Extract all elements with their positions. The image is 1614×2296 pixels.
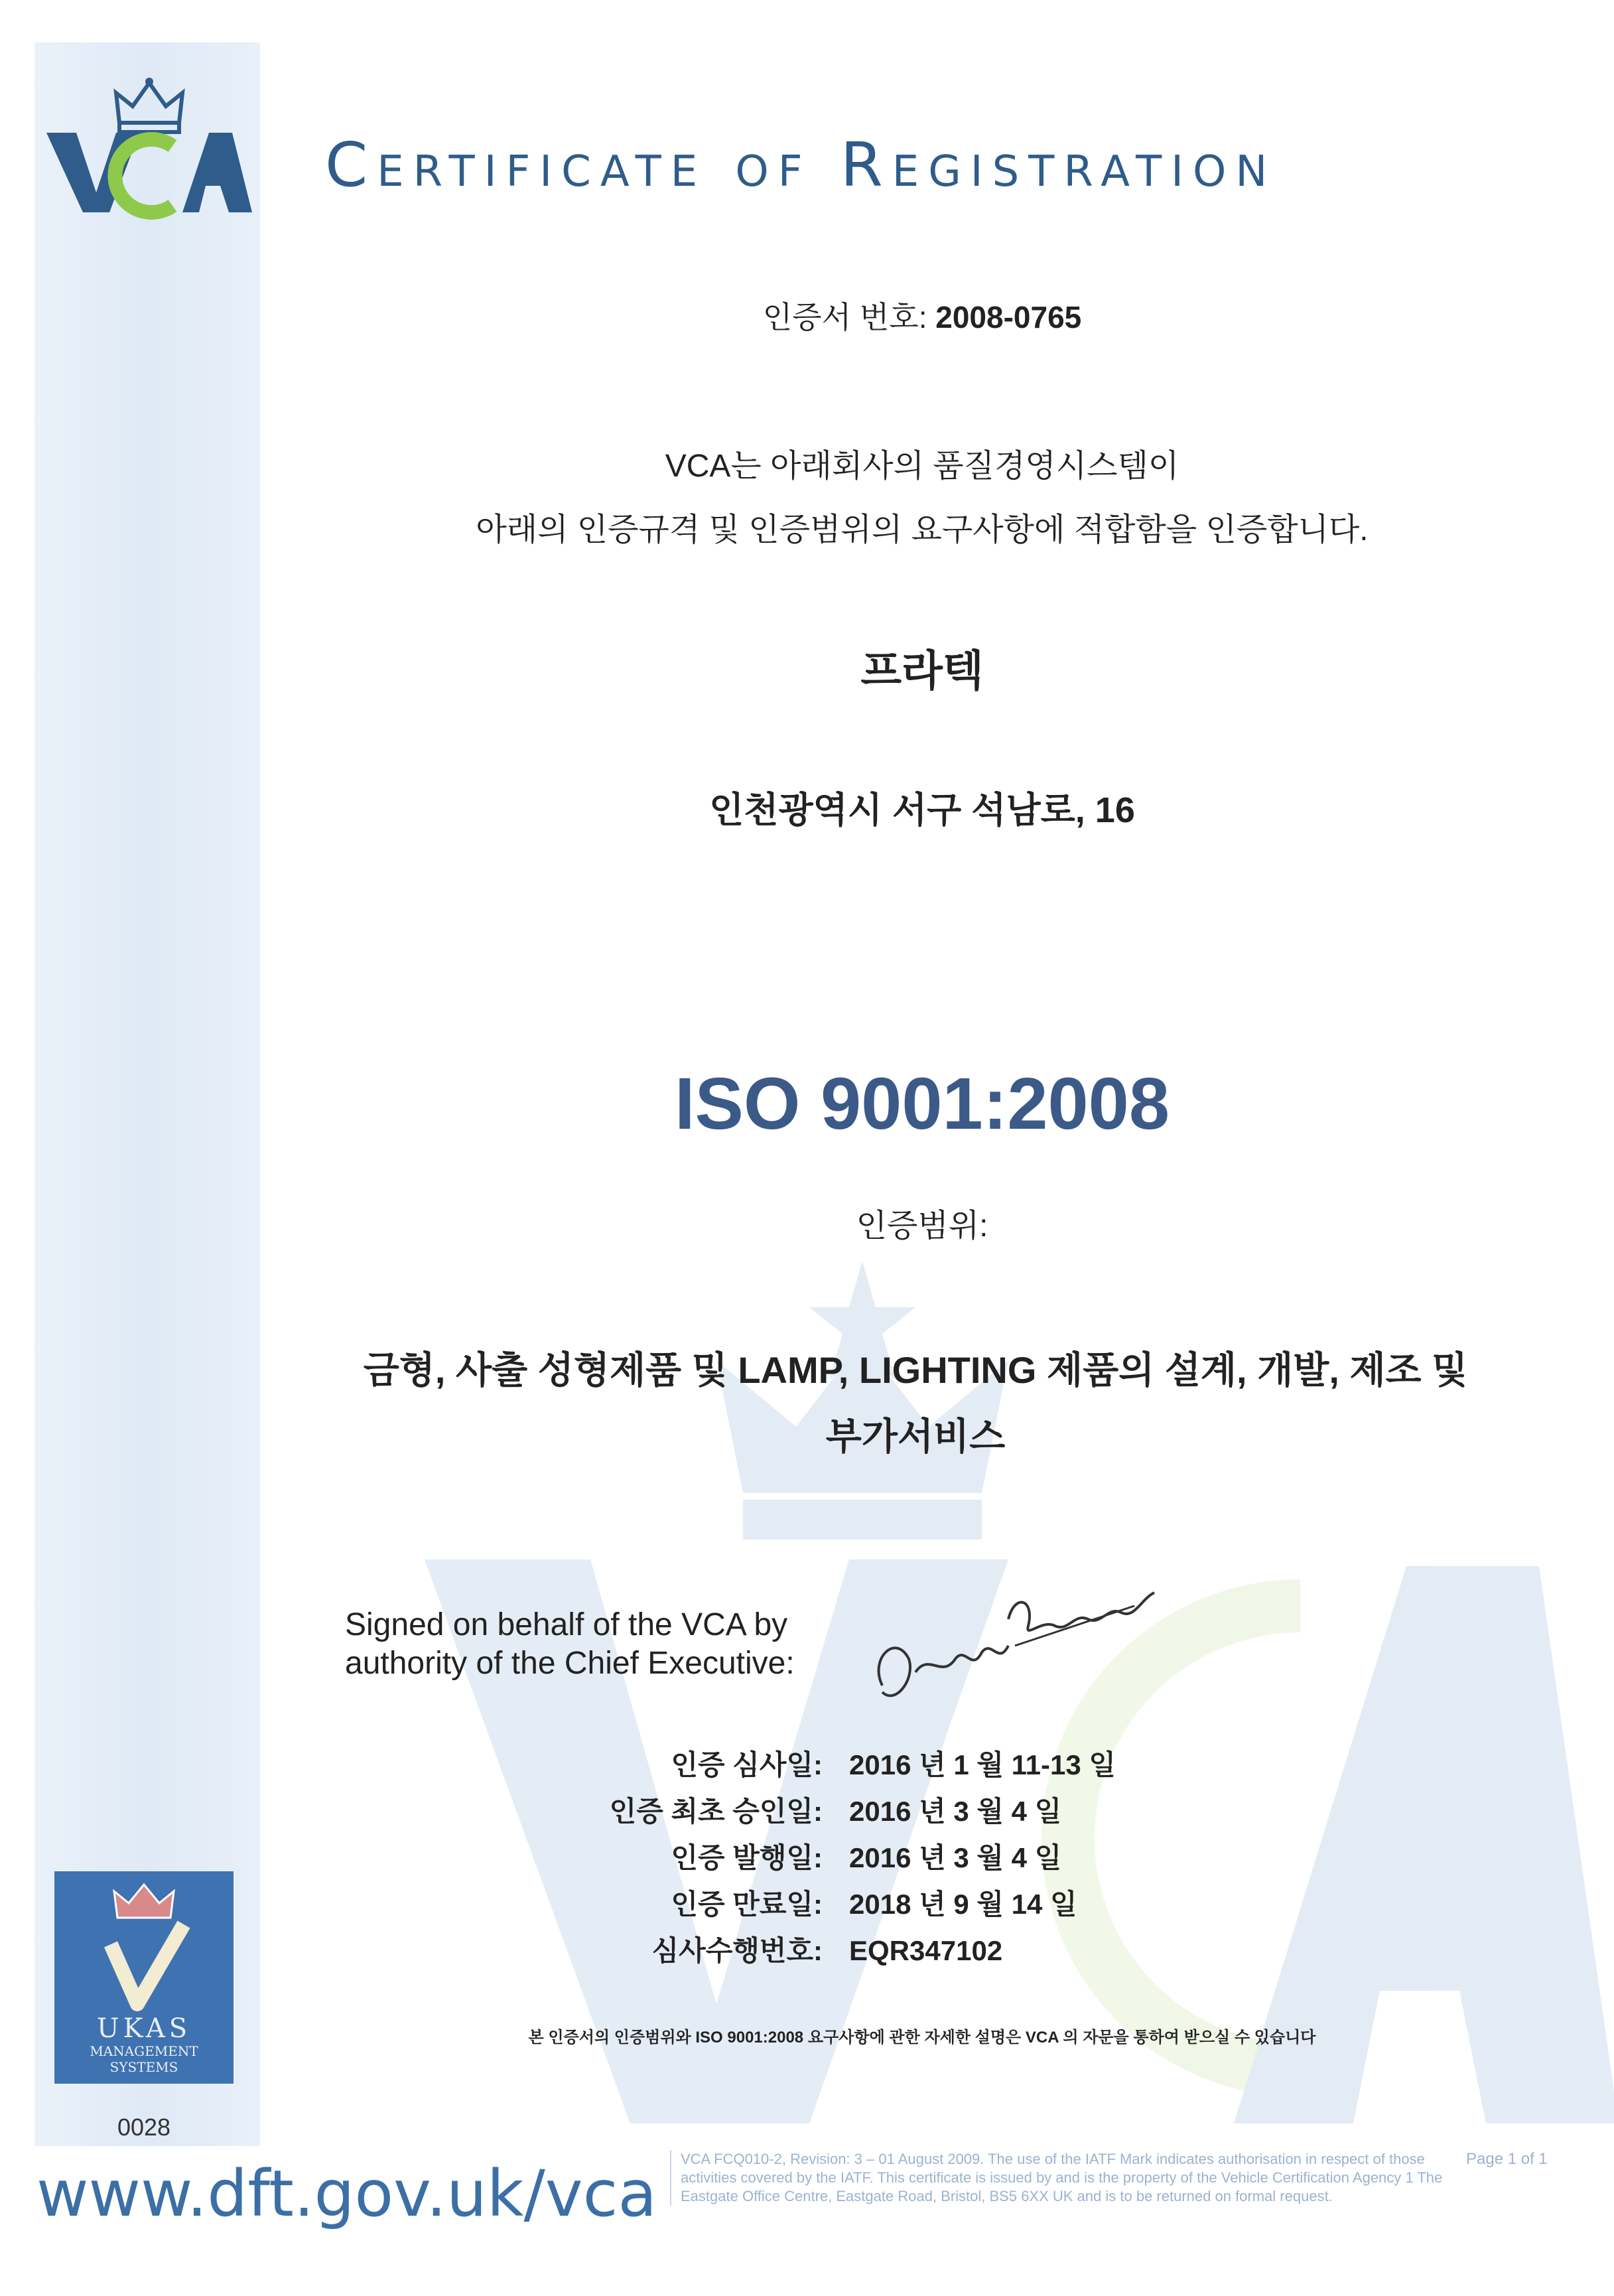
certificate-title: Certificate of Registration bbox=[325, 129, 1277, 200]
date-label: 인증 심사일: bbox=[671, 1749, 823, 1780]
date-row-audit-number bbox=[531, 1928, 1116, 1974]
certificate-number-value: 2008-0765 bbox=[935, 300, 1082, 334]
side-strip bbox=[34, 42, 260, 2146]
svg-text:SYSTEMS: SYSTEMS bbox=[109, 2059, 178, 2075]
signature bbox=[856, 1579, 1161, 1719]
certificate-number-label: 인증서 번호: bbox=[762, 300, 927, 334]
company-name: 프라텍 bbox=[860, 647, 984, 695]
svg-text:UKAS: UKAS bbox=[96, 2013, 192, 2044]
signed-line-2: authority of the Chief Executive: bbox=[345, 1646, 795, 1681]
scope-label: 인증범위: bbox=[856, 1208, 988, 1244]
ukas-crown-check-icon bbox=[54, 1871, 234, 2084]
svg-text:MANAGEMENT: MANAGEMENT bbox=[90, 2043, 198, 2059]
iso-standard: ISO 9001:2008 bbox=[674, 1063, 1170, 1145]
date-value: 2018 년 9 월 14 일 bbox=[849, 1889, 1077, 1920]
signed-line-1: Signed on behalf of the VCA by bbox=[345, 1607, 788, 1642]
ukas-number: 0028 bbox=[117, 2114, 171, 2141]
vca-logo bbox=[40, 119, 252, 226]
date-value: 2016 년 3 월 4 일 bbox=[849, 1796, 1062, 1827]
intro-text bbox=[318, 435, 1526, 562]
signed-statement bbox=[345, 1606, 795, 1683]
dates-table bbox=[531, 1742, 1116, 1974]
date-row-issue bbox=[531, 1835, 1116, 1881]
intro-line-1: VCA는 아래회사의 품질경영시스템이 bbox=[665, 449, 1179, 484]
scope-text bbox=[312, 1337, 1519, 1470]
date-label: 인증 최초 승인일: bbox=[609, 1796, 823, 1827]
small-print: VCA FCQ010-2, Revision: 3 – 01 August 2009. The use of the IATF Mark indicates authorisation in respect of those activities covered by the IATF. This certificate is issued by and is the property of the Vehicle Certification Agency 1 The Eastgate Office Centre, Eastgate Road, Bristol, BS5 6XX UK and is to be returned on formal request. bbox=[670, 2150, 1450, 2206]
certificate-number bbox=[318, 293, 1526, 337]
date-value: EQR347102 bbox=[849, 1935, 1003, 1966]
intro-line-2: 아래의 인증규격 및 인증범위의 요구사항에 적합함을 인증합니다. bbox=[476, 512, 1369, 547]
date-value: 2016 년 3 월 4 일 bbox=[849, 1842, 1062, 1873]
company-address: 인천광역시 서구 석남로, 16 bbox=[709, 790, 1135, 830]
page-number: Page 1 of 1 bbox=[1466, 2150, 1548, 2168]
date-row-audit bbox=[531, 1742, 1116, 1788]
date-value: 2016 년 1 월 11-13 일 bbox=[849, 1749, 1116, 1780]
date-label: 심사수행번호: bbox=[651, 1935, 823, 1966]
date-row-expiry bbox=[531, 1881, 1116, 1928]
scope-line-1: 금형, 사출 성형제품 및 LAMP, LIGHTING 제품의 설계, 개발, 제조 및 bbox=[363, 1349, 1468, 1391]
website-url: www.dft.gov.uk/vca bbox=[36, 2157, 657, 2231]
date-row-initial bbox=[531, 1788, 1116, 1835]
ukas-logo bbox=[54, 1871, 234, 2084]
date-label: 인증 발행일: bbox=[671, 1842, 823, 1873]
date-label: 인증 만료일: bbox=[671, 1889, 823, 1920]
scope-line-2: 부가서비스 bbox=[825, 1415, 1006, 1457]
footnote: 본 인증서의 인증범위와 ISO 9001:2008 요구사항에 관한 자세한 설명은 VCA 의 자문을 통하여 받으실 수 있습니다 bbox=[528, 2029, 1316, 2046]
